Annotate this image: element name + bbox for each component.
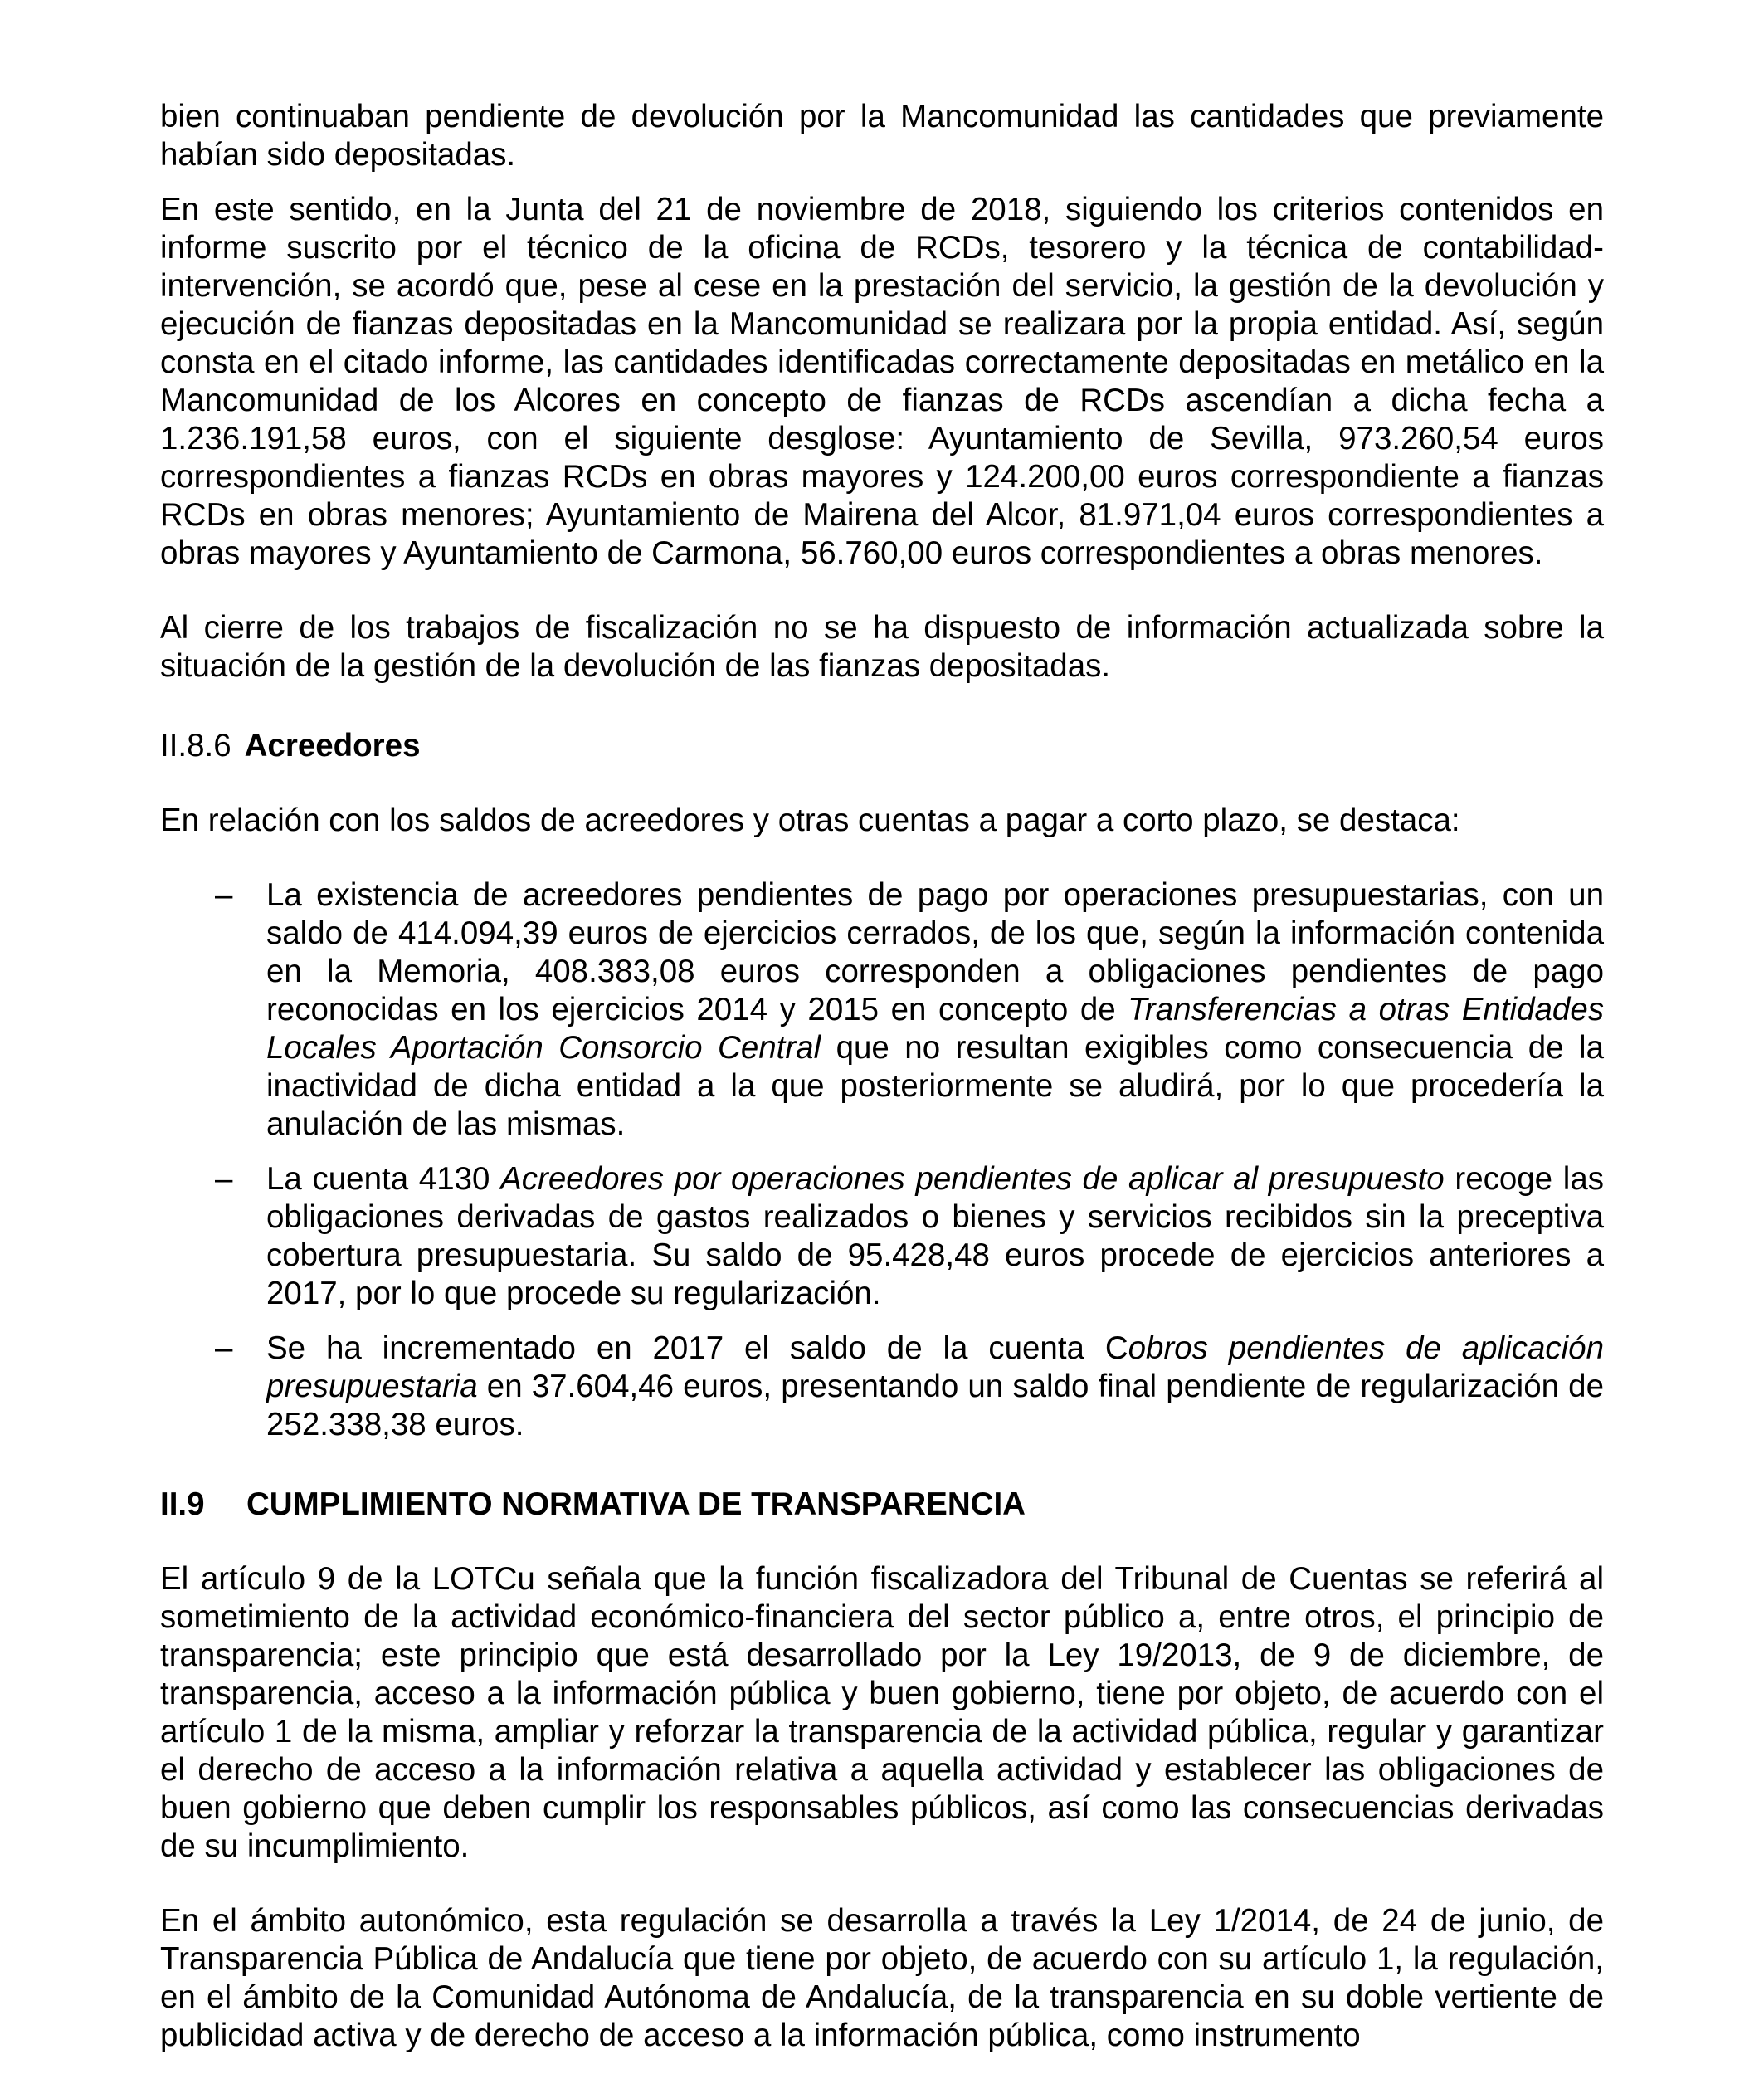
paragraph-lotcu: El artículo 9 de la LOTCu señala que la función fiscalizadora del Tribunal de Cuentas se referirá al sometimiento de la actividad económico-financiera del sector público a, entre otros, el principio de transparencia; este principio que está desarrollado por la Ley 19/2013, de 9 de diciembre, de transparencia, acceso a la información pública y buen gobierno, tiene por objeto, de acuerdo con el artículo 1 de la misma, ampliar y reforzar la transparencia de la actividad pública, regular y garantizar el derecho de acceso a la información relativa a aquella actividad y establecer las obligaciones de buen gobierno que deben cumplir los responsables públicos, así como las consecuencias derivadas de su incumplimiento. <box>160 1561 1604 1864</box>
paragraph-junta-noviembre: En este sentido, en la Junta del 21 de noviembre de 2018, siguiendo los criterios contenidos en informe suscrito por el técnico de la oficina de RCDs, tesorero y la técnica de contabilidad-intervención, se acordó que, pese al cese en la prestación del servicio, la gestión de la devolución y ejecución de fianzas depositadas en la Mancomunidad se realizara por la propia entidad. Así, según consta en el citado informe, las cantidades identificadas correctamente depositadas en metálico en la Mancomunidad de los Alcores en concepto de fianzas de RCDs ascendían a dicha fecha a 1.236.191,58 euros, con el siguiente desglose: Ayuntamiento de Sevilla, 973.260,54 euros correspondientes a fianzas RCDs en obras mayores y 124.200,00 euros correspondiente a fianzas RCDs en obras menores; Ayuntamiento de Mairena del Alcor, 81.971,04 euros correspondientes a obras mayores y Ayuntamiento de Carmona, 56.760,00 euros correspondientes a obras menores. <box>160 192 1604 571</box>
document-page <box>160 98 1604 2055</box>
dash-bullet: – <box>215 877 233 913</box>
bullet-text-pre: La cuenta 4130 <box>266 1161 501 1197</box>
section-number: II.9 <box>160 1486 205 1522</box>
subsection-heading <box>160 727 1604 765</box>
subsection-title: Acreedores <box>244 728 421 764</box>
paragraph-cierre-fiscalizacion: Al cierre de los trabajos de fiscalización no se ha dispuesto de información actualizada sobre la situación de la gestión de la devolución de las fianzas depositadas. <box>160 610 1604 684</box>
list-item <box>160 876 1604 1144</box>
bullet-text-pre: La existencia de acreedores pendientes de pago por operaciones presupuestarias, con un saldo de 414.094,39 euros de ejercicios cerrados, de los que, según la información contenida en la Memoria, 408.383,08 euros corresponden a obligaciones pendientes de pago reconocidas en los ejercicios 2014 y 2015 en concepto de <box>266 877 1604 1027</box>
bullet-text-post: recoge las obligaciones derivadas de gastos realizados o bienes y servicios recibidos sin la preceptiva cobertura presupuestaria. Su saldo de 95.428,48 euros procede de ejercicios anteriores a 2017, por lo que procede su regularización. <box>266 1161 1604 1311</box>
list-item <box>160 1160 1604 1313</box>
dash-bullet: – <box>215 1161 233 1197</box>
bullet-text-pre: Se ha incrementado en 2017 el saldo de la cuenta C <box>266 1330 1128 1366</box>
bullet-text-post: en 37.604,46 euros, presentando un saldo final pendiente de regularización de 252.338,38 euros. <box>266 1369 1604 1442</box>
section-title: CUMPLIMIENTO NORMATIVA DE TRANSPARENCIA <box>246 1486 1026 1522</box>
paragraph-fianzas-pendientes: bien continuaban pendiente de devolución por la Mancomunidad las cantidades que previamente habían sido depositadas. <box>160 99 1604 173</box>
section-heading <box>160 1486 1604 1524</box>
dash-bullet: – <box>215 1330 233 1366</box>
paragraph-ambito-autonomico: En el ámbito autonómico, esta regulación se desarrolla a través la Ley 1/2014, de 24 de junio, de Transparencia Pública de Andalucía que tiene por objeto, de acuerdo con su artículo 1, la regulación, en el ámbito de la Comunidad Autónoma de Andalucía, de la transparencia en su doble vertiente de publicidad activa y de derecho de acceso a la información pública, como instrumento <box>160 1903 1604 2053</box>
acreedores-list <box>160 876 1604 1444</box>
subsection-number: II.8.6 <box>160 728 231 764</box>
bullet-text-italic: Transferencias a otras Entidades Locales Aportación Consorcio Central <box>266 992 1604 1066</box>
subsection-intro: En relación con los saldos de acreedores y otras cuentas a pagar a corto plazo, se destaca: <box>160 803 1460 838</box>
bullet-text-post: que no resultan exigibles como consecuencia de la inactividad de dicha entidad a la que posteriormente se aludirá, por lo que procedería la anulación de las mismas. <box>266 1030 1604 1142</box>
list-item <box>160 1330 1604 1444</box>
bullet-text-italic: obros pendientes de aplicación presupuestaria <box>266 1330 1604 1404</box>
bullet-text-italic: Acreedores por operaciones pendientes de aplicar al presupuesto <box>500 1161 1445 1197</box>
